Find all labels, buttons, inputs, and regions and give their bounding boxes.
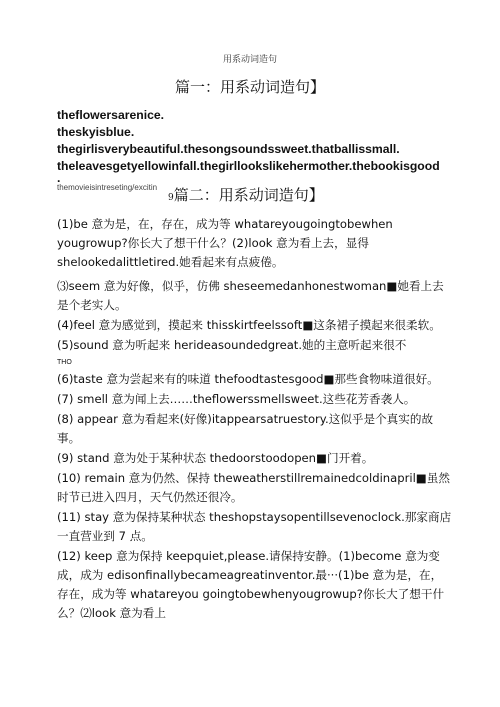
stray-fragment: THO — [57, 359, 72, 366]
page-header: 用系动词造句 — [222, 55, 277, 65]
paragraph-11: (12) keep 意为保持 keepquiet,please.请保持安静。(1)become 意为变成，成为 edisonfinallybecameagreatinventor.最···(1)be 意为是，在，存在，成为等 whatareyou goingtobewhenyougrowup?你长大了想干什么？⑵look 意为看上 — [57, 549, 445, 620]
paragraph-1: (1)be 意为是，在，存在，成为等 whatareyougoingtobewhen yougrowup?你长大了想干什么？(2)look 意为看上去，显得 shelookedalittletired.她看起来有点疲倦。 — [57, 217, 393, 269]
paragraph-9: (10) remain 意为仍然、保持 theweatherstillremainedcoldinapril■虽然时节已进入四月，天气仍然还很冷。 — [57, 471, 450, 504]
section2-title: 篇二：用系动词造句】 — [173, 186, 324, 204]
example-line-3: thegirlisverybeautiful.thesongsoundssweet.thatballissmall. — [57, 142, 400, 156]
paragraph-8: (9) stand 意为处于某种状态 thedoorstoodopen■门开着。 — [57, 451, 374, 465]
section2-marker: 9 — [168, 193, 174, 203]
body-text — [57, 215, 452, 624]
paragraph-4: (5)sound 意为听起来 herideasoundedgreat.她的主意听起来很不 — [57, 338, 407, 352]
section2-title-row — [168, 184, 324, 205]
example-line-5: . — [57, 171, 61, 185]
paragraph-6: (7) smell 意为闻上去……theflowerssmellsweet.这些花芳香袭人。 — [57, 392, 416, 406]
paragraph-5: (6)taste 意为尝起来有的味道 thefoodtastesgood■那些食物味道很好。 — [57, 372, 439, 386]
example-line-1: theflowersarenice. — [57, 108, 165, 122]
paragraph-7: (8) appear 意为看起来(好像)itappearsatruestory.这似乎是个真实的故事。 — [57, 412, 434, 445]
paragraph-3: (4)feel 意为感觉到，摸起来 thisskirtfeelssoft■这条裙子摸起来很柔软。 — [57, 318, 441, 332]
section1-title: 篇一：用系动词造句】 — [174, 78, 325, 96]
paragraph-10: (11) stay 意为保持某种状态 theshopstaysopentillsevenoclock.那家商店一直营业到 7 点。 — [57, 510, 452, 543]
paragraph-2: ⑶seem 意为好像，似乎，仿佛 sheseemedanhonestwoman■她看上去是个老实人。 — [57, 279, 444, 312]
example-line-2: theskyisblue. — [57, 125, 135, 139]
truncated-line: themovieisintreseting/excitin — [57, 183, 158, 192]
example-line-4: theleavesgetyellowinfall.thegirllookslikehermother.thebookisgood — [57, 159, 440, 173]
